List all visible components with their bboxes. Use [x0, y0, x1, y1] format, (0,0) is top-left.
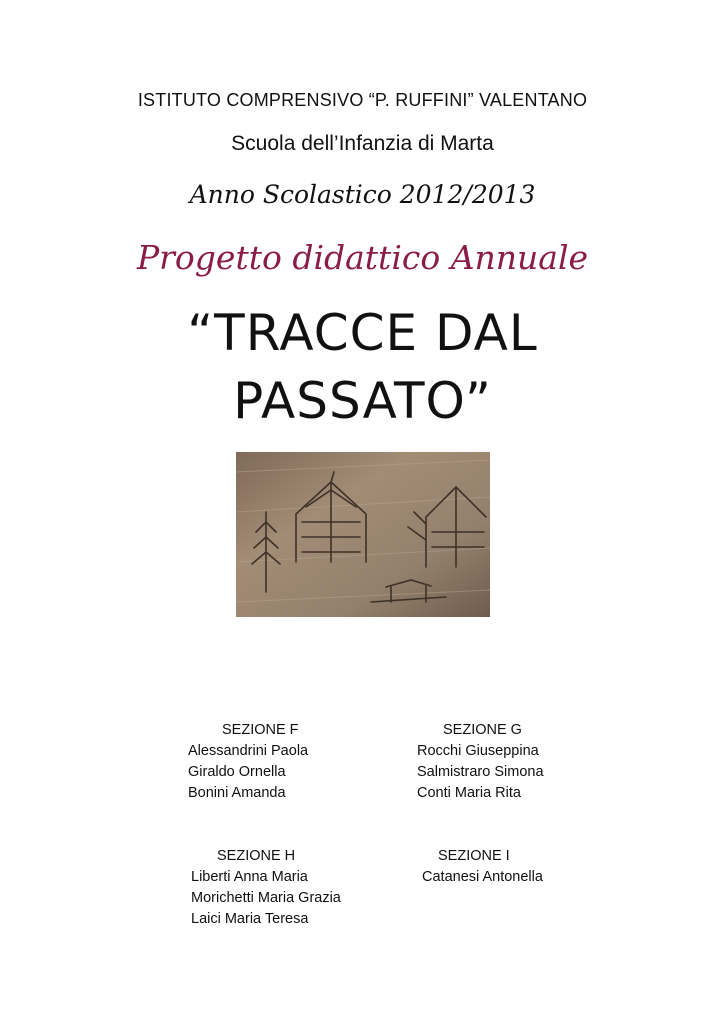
section-f-title: SEZIONE F: [222, 722, 299, 738]
section-i: [422, 846, 543, 888]
project-title-line-1: “TRACCE DAL: [187, 304, 538, 362]
section-f-member: Bonini Amanda: [188, 785, 286, 801]
section-f-member: Alessandrini Paola: [188, 743, 309, 759]
project-label: Progetto didattico Annuale: [136, 238, 589, 277]
section-i-member: Catanesi Antonella: [422, 869, 543, 885]
section-g-title: SEZIONE G: [443, 722, 522, 738]
section-g-member: Conti Maria Rita: [417, 785, 521, 801]
section-h-title: SEZIONE H: [217, 848, 296, 864]
school-year: Anno Scolastico 2012/2013: [189, 180, 536, 209]
section-h-member: Laici Maria Teresa: [191, 911, 309, 927]
rock-carving-photo: [236, 452, 490, 617]
project-title-line-2: PASSATO”: [233, 372, 492, 430]
section-f-member: Giraldo Ornella: [188, 764, 286, 780]
section-g-member: Salmistraro Simona: [417, 764, 544, 780]
school-name: Scuola dell’Infanzia di Marta: [231, 132, 494, 155]
section-g-member: Rocchi Giuseppina: [417, 743, 539, 759]
section-f: [188, 720, 308, 804]
institute-name: ISTITUTO COMPRENSIVO “P. RUFFINI” VALENTANO: [137, 90, 588, 110]
section-h-member: Liberti Anna Maria: [191, 869, 308, 885]
section-i-title: SEZIONE I: [438, 848, 510, 864]
section-h: [191, 846, 341, 930]
section-h-member: Morichetti Maria Grazia: [191, 890, 341, 906]
section-g: [417, 720, 544, 804]
